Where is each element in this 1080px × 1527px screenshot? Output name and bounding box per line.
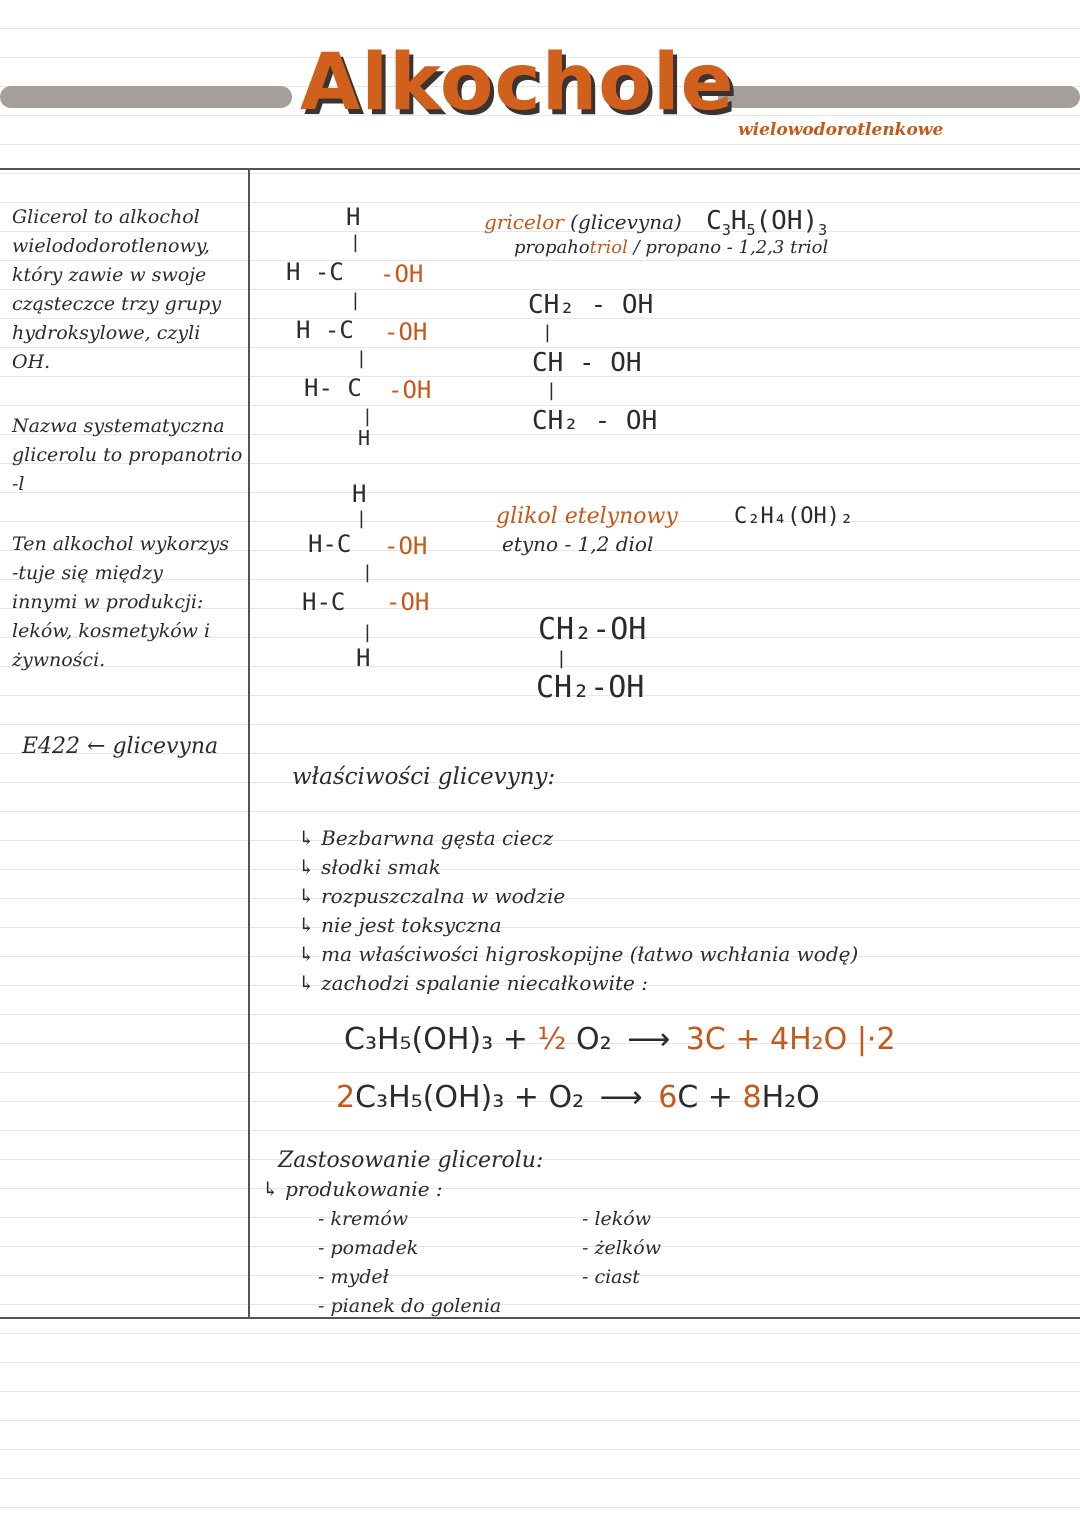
property-item: ↳ zachodzi spalanie niecałkowite : xyxy=(298,971,648,995)
usage-note: Ten alkochol wykorzys -tuje się między innymi w produkcji: leków, kosmetyków i żywności. xyxy=(12,533,230,671)
glycol-oh-2: -OH xyxy=(386,588,430,616)
glycerol-systematic: propahotriol / propano - 1,2,3 triol xyxy=(514,237,829,258)
glycol-h-top: H xyxy=(352,480,367,508)
glycerol-c3: H- C xyxy=(304,374,362,402)
glycerol-h-bottom: H xyxy=(358,426,371,450)
left-column-top xyxy=(0,168,250,170)
header-bar-left xyxy=(0,86,292,108)
property-item: ↳ słodki smak xyxy=(298,855,441,879)
glycol-condensed-1: CH₂-OH xyxy=(538,612,647,647)
bond: | xyxy=(356,348,367,369)
glycerol-oh-2: -OH xyxy=(384,318,428,346)
bond: | xyxy=(556,648,567,669)
glycerol-oh-3: -OH xyxy=(388,376,432,404)
glycol-c2: H-C xyxy=(302,588,346,616)
bond: | xyxy=(542,322,553,343)
bond: | xyxy=(350,290,361,311)
glycerol-condensed-3: CH₂ - OH xyxy=(532,406,658,436)
bond: | xyxy=(350,232,361,253)
page-title: Alkochole xyxy=(300,38,735,128)
bond: | xyxy=(362,406,373,427)
glycol-h-bottom: H xyxy=(356,644,371,672)
property-item: ↳ nie jest toksyczna xyxy=(298,913,502,937)
uses-item: - leków xyxy=(582,1208,651,1230)
glycol-formula: C₂H₄(OH)₂ xyxy=(734,504,854,529)
glycerol-h-top: H xyxy=(346,203,361,231)
header-bar-right xyxy=(718,86,1080,108)
glycol-systematic: etyno - 1,2 diol xyxy=(502,532,654,556)
property-item: ↳ ma właściwości higroskopijne (łatwo wchłania wodę) xyxy=(298,942,859,966)
e-number-note: E422 ← glicevyna xyxy=(22,734,219,759)
combustion-equation-2: 2C₃H₅(OH)₃ + O₂ ⟶ 6C + 8H₂O xyxy=(336,1080,820,1115)
uses-item: - kremów xyxy=(318,1208,409,1230)
properties-heading: właściwości glicevyny: xyxy=(292,764,556,790)
glycerol-condensed-2: CH - OH xyxy=(532,348,642,378)
glycol-c1: H-C xyxy=(308,530,352,558)
uses-subheading: ↳ produkowanie : xyxy=(262,1177,443,1201)
uses-item: - mydeł xyxy=(318,1266,389,1288)
uses-item: - pomadek xyxy=(318,1237,419,1259)
glycol-oh-1: -OH xyxy=(384,532,428,560)
property-item: ↳ rozpuszczalna w wodzie xyxy=(298,884,566,908)
bond: | xyxy=(362,562,373,583)
page-subtitle: wielowodorotlenkowe xyxy=(738,120,944,140)
definition-note: Glicerol to alkochol wielododorotlenowy, który zawie w swoje cząsteczce trzy grupy hydroksylowe, czyli OH. xyxy=(12,206,222,373)
glycerol-oh-1: -OH xyxy=(380,260,424,288)
glycerol-alt-name: (glicevyna) xyxy=(570,210,682,234)
glycerol-formula: $C_3H_5(OH)_3$ xyxy=(706,206,828,240)
uses-item: - żelków xyxy=(582,1237,662,1259)
bond: | xyxy=(546,380,557,401)
uses-heading: Zastosowanie glicerolu: xyxy=(278,1148,544,1173)
bottom-divider xyxy=(0,1317,1080,1319)
glycol-condensed-2: CH₂-OH xyxy=(536,670,645,705)
uses-item: - pianek do golenia xyxy=(318,1295,502,1317)
glycerol-name-line xyxy=(484,206,827,239)
property-item: ↳ Bezbarwna gęsta ciecz xyxy=(298,826,554,850)
glycerol-c1: H -C xyxy=(286,258,344,286)
glycerol-condensed-1: CH₂ - OH xyxy=(528,290,654,320)
glycerol-name: gricelor xyxy=(484,210,564,234)
glycol-name: glikol etelynowy xyxy=(496,504,678,529)
glycerol-c2: H -C xyxy=(296,316,354,344)
column-divider xyxy=(248,168,250,1318)
bond: | xyxy=(362,622,373,643)
uses-item: - ciast xyxy=(582,1266,640,1288)
bond: | xyxy=(356,508,367,529)
systematic-name-note: Nazwa systematyczna glicerolu to propanotrio -l xyxy=(12,415,243,495)
combustion-equation-1: C₃H₅(OH)₃ + ½ O₂ ⟶ 3C + 4H₂O |·2 xyxy=(344,1022,896,1057)
